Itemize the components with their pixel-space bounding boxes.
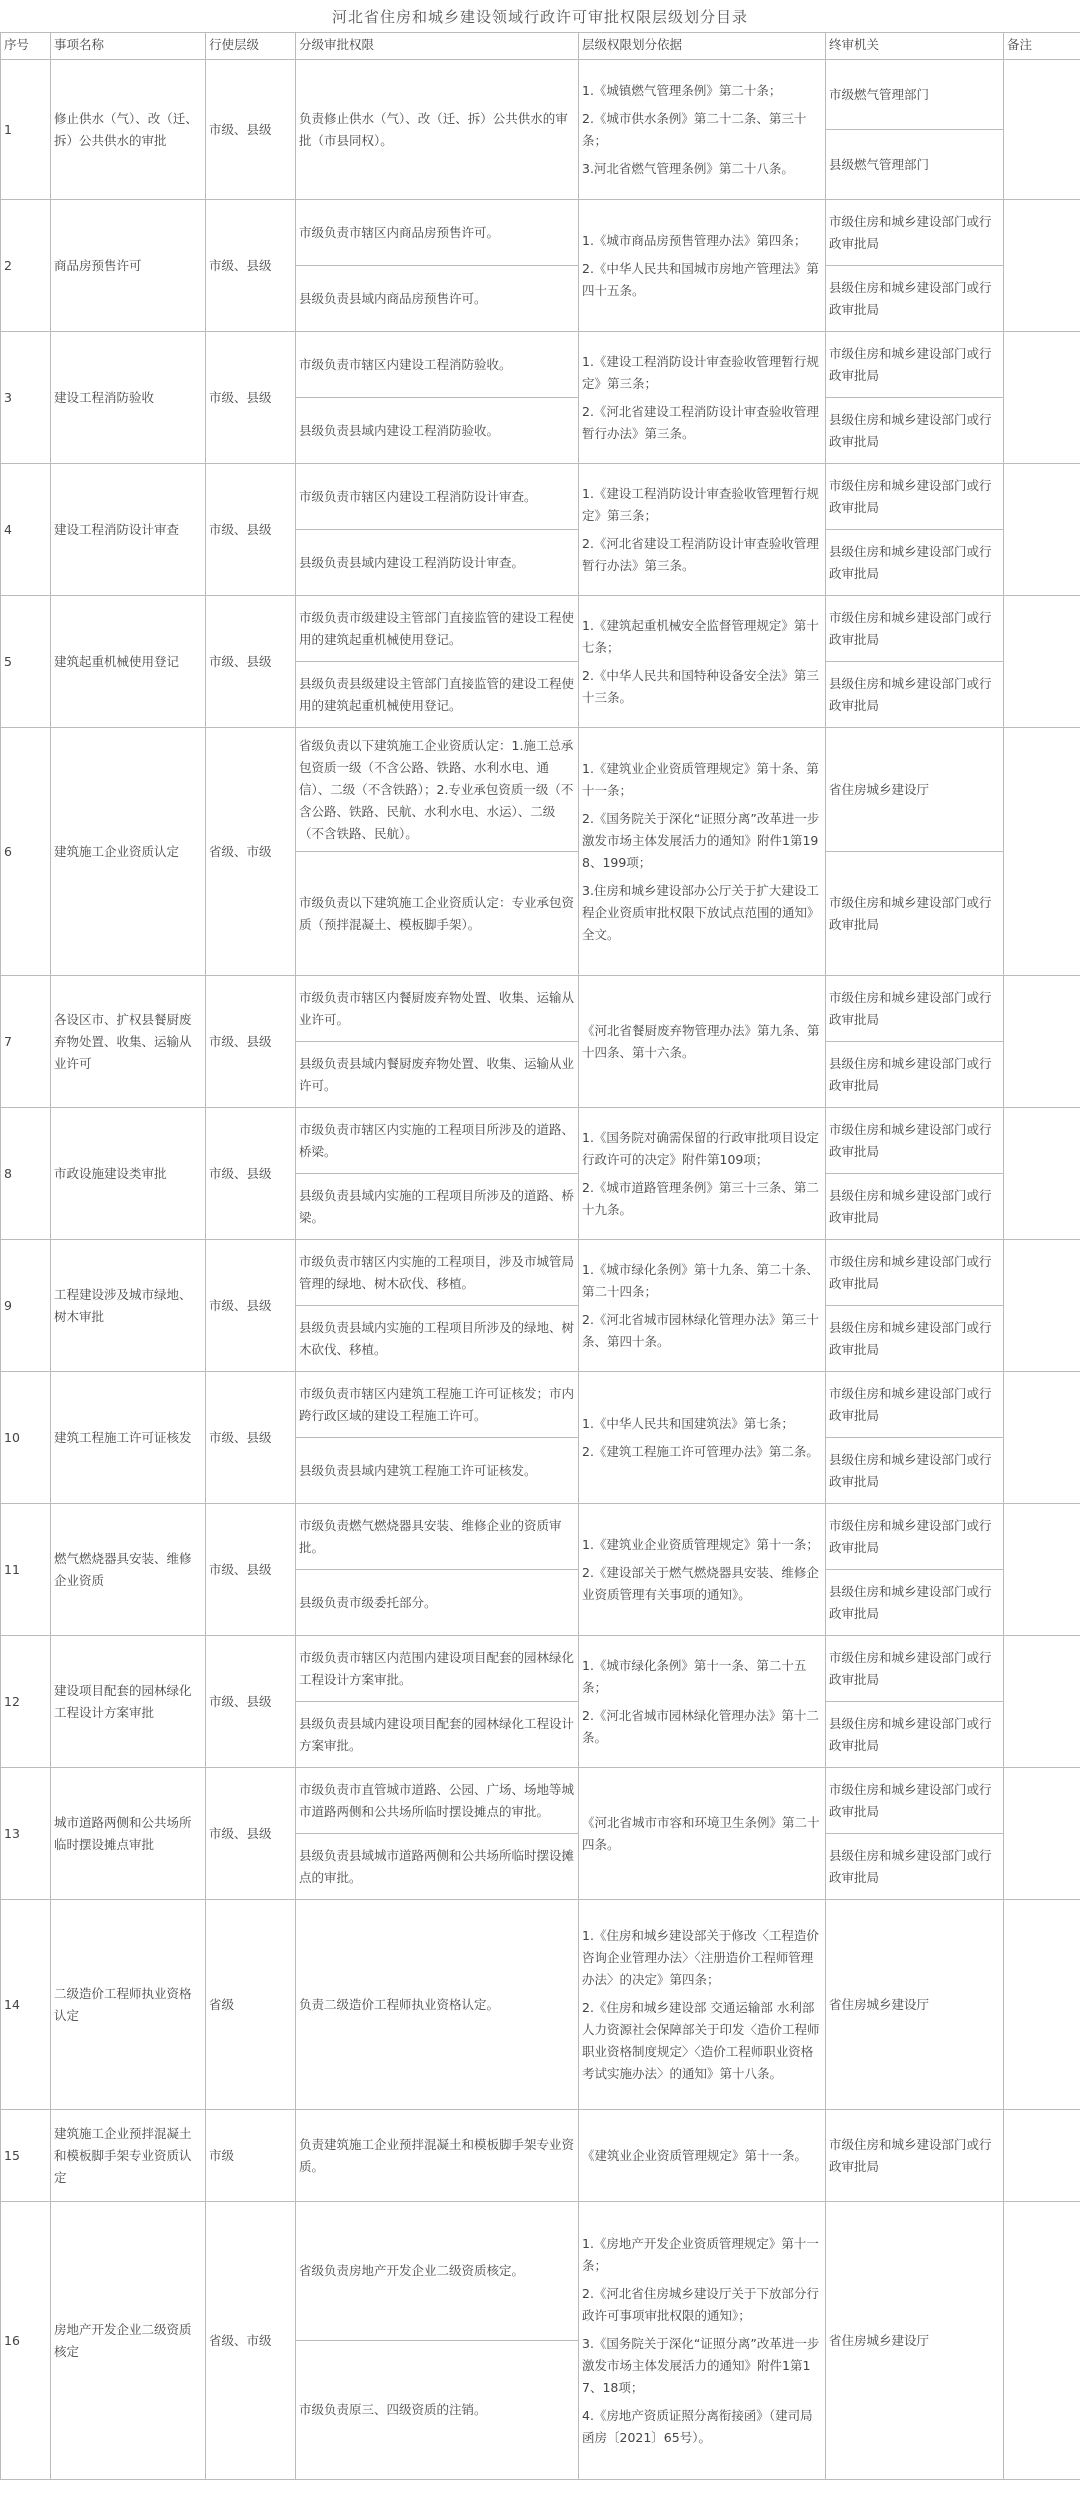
final-organ-cell: 市级住房和城乡建设部门或行政审批局 — [826, 200, 1004, 266]
header-authority: 分级审批权限 — [296, 33, 579, 60]
basis-cell — [579, 1768, 826, 1900]
table-row — [1, 1108, 1080, 1174]
authority-cell: 市级负责市直管城市道路、公园、广场、场地等城市道路两侧和公共场所临时摆设摊点的审批。 — [296, 1768, 579, 1834]
final-organ-cell: 县级住房和城乡建设部门或行政审批局 — [826, 530, 1004, 596]
row-number: 13 — [1, 1768, 51, 1900]
header-basis: 层级权限划分依据 — [579, 33, 826, 60]
authority-cell: 省级负责房地产开发企业二级资质核定。 — [296, 2202, 579, 2341]
authority-cell: 负责建筑施工企业预拌混凝土和模板脚手架专业资质。 — [296, 2110, 579, 2202]
table-row — [1, 1372, 1080, 1438]
final-organ-cell: 县级住房和城乡建设部门或行政审批局 — [826, 1702, 1004, 1768]
final-organ-cell: 县级燃气管理部门 — [826, 130, 1004, 200]
exercise-level: 市级、县级 — [206, 332, 296, 464]
authority-cell: 县级负责县域内建筑工程施工许可证核发。 — [296, 1438, 579, 1504]
remark-cell — [1004, 596, 1080, 728]
basis-item: 1.《建筑业企业资质管理规定》第十条、第十一条； — [582, 760, 819, 798]
table-row — [1, 728, 1080, 852]
remark-cell — [1004, 1240, 1080, 1372]
authority-cell: 市级负责市辖区内实施的工程项目所涉及的道路、桥梁。 — [296, 1108, 579, 1174]
table-row — [1, 2110, 1080, 2202]
row-number: 3 — [1, 332, 51, 464]
basis-item: 3.住房和城乡建设部办公厅关于扩大建设工程企业资质审批权限下放试点范围的通知》全文。 — [582, 882, 820, 942]
basis-item: 1.《建筑起重机械安全监督管理规定》第十七条； — [582, 617, 819, 655]
remark-cell — [1004, 2202, 1080, 2480]
header-final-organ: 终审机关 — [826, 33, 1004, 60]
header-no: 序号 — [1, 33, 51, 60]
authority-cell: 县级负责县域内餐厨废弃物处置、收集、运输从业许可。 — [296, 1042, 579, 1108]
row-number: 15 — [1, 2110, 51, 2202]
table-row — [1, 1900, 1080, 2110]
remark-cell — [1004, 1108, 1080, 1240]
basis-item: 1.《中华人民共和国建筑法》第七条； — [582, 1415, 794, 1431]
final-organ-cell: 县级住房和城乡建设部门或行政审批局 — [826, 266, 1004, 332]
basis-cell — [579, 332, 826, 464]
basis-cell — [579, 976, 826, 1108]
item-name: 各设区市、扩权县餐厨废弃物处置、收集、运输从业许可 — [51, 976, 206, 1108]
item-name: 商品房预售许可 — [51, 200, 206, 332]
authority-cell: 省级负责以下建筑施工企业资质认定：1.施工总承包资质一级（不含公路、铁路、水利水电、通信）、二级（不含铁路）；2.专业承包资质一级（不含公路、铁路、民航、水利水电、水运）、二级（不含铁路、民航）。 — [296, 728, 579, 852]
basis-cell — [579, 1372, 826, 1504]
basis-item: 1.《建筑业企业资质管理规定》第十一条； — [582, 1536, 819, 1552]
basis-item: 2.《城市道路管理条例》第三十三条、第二十九条。 — [582, 1179, 819, 1217]
final-organ-cell: 县级住房和城乡建设部门或行政审批局 — [826, 1438, 1004, 1504]
authority-cell: 市级负责市辖区内建设工程消防设计审查。 — [296, 464, 579, 530]
exercise-level: 市级、县级 — [206, 976, 296, 1108]
basis-item: 2.《住房和城乡建设部 交通运输部 水利部 人力资源社会保障部关于印发〈造价工程师职业资格制度规定〉〈造价工程师职业资格考试实施办法〉的通知》第十八条。 — [582, 1999, 820, 2081]
basis-item: 《河北省餐厨废弃物管理办法》第九条、第十四条、第十六条。 — [582, 1022, 820, 1060]
table-row — [1, 596, 1080, 662]
remark-cell — [1004, 1372, 1080, 1504]
exercise-level: 省级、市级 — [206, 2202, 296, 2480]
exercise-level: 市级、县级 — [206, 200, 296, 332]
remark-cell — [1004, 332, 1080, 464]
final-organ-cell: 市级住房和城乡建设部门或行政审批局 — [826, 1768, 1004, 1834]
item-name: 房地产开发企业二级资质核定 — [51, 2202, 206, 2480]
row-number: 8 — [1, 1108, 51, 1240]
basis-cell — [579, 2110, 826, 2202]
final-organ-cell: 省住房城乡建设厅 — [826, 728, 1004, 852]
row-number: 10 — [1, 1372, 51, 1504]
table-header-row — [1, 33, 1080, 60]
authority-cell: 负责修止供水（气）、改（迁、拆）公共供水的审批（市县同权）。 — [296, 60, 579, 200]
basis-cell — [579, 2202, 826, 2480]
basis-item: 1.《城市绿化条例》第十一条、第二十五条； — [582, 1657, 807, 1695]
page-title: 河北省住房和城乡建设领域行政许可审批权限层级划分目录 — [331, 8, 748, 26]
basis-cell — [579, 464, 826, 596]
final-organ-cell: 省住房城乡建设厅 — [826, 2202, 1004, 2480]
basis-cell — [579, 596, 826, 728]
final-organ-cell: 县级住房和城乡建设部门或行政审批局 — [826, 1570, 1004, 1636]
row-number: 4 — [1, 464, 51, 596]
remark-cell — [1004, 1900, 1080, 2110]
table-row — [1, 60, 1080, 130]
basis-item: 1.《城市绿化条例》第十九条、第二十条、第二十四条； — [582, 1261, 819, 1299]
item-name: 工程建设涉及城市绿地、树木审批 — [51, 1240, 206, 1372]
final-organ-cell: 市级住房和城乡建设部门或行政审批局 — [826, 1240, 1004, 1306]
item-name: 市政设施建设类审批 — [51, 1108, 206, 1240]
table-row — [1, 2202, 1080, 2341]
authority-cell: 市级负责市辖区内商品房预售许可。 — [296, 200, 579, 266]
item-name: 燃气燃烧器具安装、维修企业资质 — [51, 1504, 206, 1636]
final-organ-cell: 市级住房和城乡建设部门或行政审批局 — [826, 852, 1004, 976]
header-item-name: 事项名称 — [51, 33, 206, 60]
exercise-level: 省级、市级 — [206, 728, 296, 976]
basis-item: 3.《国务院关于深化“证照分离”改革进一步激发市场主体发展活力的通知》附件1第17、18项； — [582, 2335, 820, 2395]
final-organ-cell: 市级住房和城乡建设部门或行政审批局 — [826, 1504, 1004, 1570]
final-organ-cell: 县级住房和城乡建设部门或行政审批局 — [826, 1834, 1004, 1900]
item-name: 建设工程消防设计审查 — [51, 464, 206, 596]
basis-item: 1.《建设工程消防设计审查验收管理暂行规定》第三条； — [582, 485, 819, 523]
exercise-level: 市级、县级 — [206, 60, 296, 200]
basis-item: 1.《房地产开发企业资质管理规定》第十一条； — [582, 2235, 819, 2273]
authority-cell: 市级负责市辖区内建设工程消防验收。 — [296, 332, 579, 398]
approval-table — [0, 32, 1080, 2480]
exercise-level: 市级、县级 — [206, 596, 296, 728]
basis-item: 4.《房地产资质证照分离衔接函》（建司局函房〔2021〕65号）。 — [582, 2407, 813, 2445]
remark-cell — [1004, 728, 1080, 976]
basis-item: 1.《住房和城乡建设部关于修改〈工程造价咨询企业管理办法〉〈注册造价工程师管理办法〉的决定》第四条； — [582, 1927, 819, 1987]
final-organ-cell: 市级住房和城乡建设部门或行政审批局 — [826, 596, 1004, 662]
authority-cell: 县级负责县域内建设项目配套的园林绿化工程设计方案审批。 — [296, 1702, 579, 1768]
basis-cell — [579, 60, 826, 200]
table-row — [1, 332, 1080, 398]
basis-item: 2.《建设部关于燃气燃烧器具安装、维修企业资质管理有关事项的通知》。 — [582, 1564, 819, 1602]
exercise-level: 市级、县级 — [206, 1108, 296, 1240]
row-number: 7 — [1, 976, 51, 1108]
remark-cell — [1004, 1768, 1080, 1900]
item-name: 城市道路两侧和公共场所临时摆设摊点审批 — [51, 1768, 206, 1900]
row-number: 2 — [1, 200, 51, 332]
basis-item: 《建筑业企业资质管理规定》第十一条。 — [582, 2147, 808, 2163]
final-organ-cell: 市级住房和城乡建设部门或行政审批局 — [826, 1372, 1004, 1438]
remark-cell — [1004, 1504, 1080, 1636]
basis-item: 《河北省城市市容和环境卫生条例》第二十四条。 — [582, 1814, 820, 1852]
table-row — [1, 1240, 1080, 1306]
final-organ-cell: 市级燃气管理部门 — [826, 60, 1004, 130]
exercise-level: 市级、县级 — [206, 1768, 296, 1900]
exercise-level: 市级、县级 — [206, 1372, 296, 1504]
header-level: 行使层级 — [206, 33, 296, 60]
item-name: 建筑施工企业资质认定 — [51, 728, 206, 976]
basis-item: 2.《河北省建设工程消防设计审查验收管理暂行办法》第三条。 — [582, 535, 819, 573]
authority-cell: 市级负责燃气燃烧器具安装、维修企业的资质审批。 — [296, 1504, 579, 1570]
final-organ-cell: 市级住房和城乡建设部门或行政审批局 — [826, 976, 1004, 1042]
basis-item: 2.《河北省城市园林绿化管理办法》第十二条。 — [582, 1707, 819, 1745]
basis-cell — [579, 1636, 826, 1768]
basis-item: 2.《中华人民共和国特种设备安全法》第三十三条。 — [582, 667, 819, 705]
item-name: 建设项目配套的园林绿化工程设计方案审批 — [51, 1636, 206, 1768]
item-name: 建筑工程施工许可证核发 — [51, 1372, 206, 1504]
authority-cell: 县级负责县域城市道路两侧和公共场所临时摆设摊点的审批。 — [296, 1834, 579, 1900]
basis-item: 2.《国务院关于深化“证照分离”改革进一步激发市场主体发展活力的通知》附件1第198、199项； — [582, 810, 820, 870]
basis-item: 3.河北省燃气管理条例》第二十八条。 — [582, 160, 794, 176]
authority-cell: 县级负责县级建设主管部门直接监管的建设工程使用的建筑起重机械使用登记。 — [296, 662, 579, 728]
basis-item: 2.《中华人民共和国城市房地产管理法》第四十五条。 — [582, 260, 819, 298]
row-number: 9 — [1, 1240, 51, 1372]
exercise-level: 市级 — [206, 2110, 296, 2202]
final-organ-cell: 市级住房和城乡建设部门或行政审批局 — [826, 2110, 1004, 2202]
basis-item: 2.《河北省住房城乡建设厅关于下放部分行政许可事项审批权限的通知》； — [582, 2285, 819, 2323]
item-name: 建筑施工企业预拌混凝土和模板脚手架专业资质认定 — [51, 2110, 206, 2202]
basis-item: 2.《建筑工程施工许可管理办法》第二条。 — [582, 1443, 819, 1459]
authority-cell: 市级负责以下建筑施工企业资质认定：专业承包资质（预拌混凝土、模板脚手架）。 — [296, 852, 579, 976]
authority-cell: 市级负责市辖区内范围内建设项目配套的园林绿化工程设计方案审批。 — [296, 1636, 579, 1702]
item-name: 二级造价工程师执业资格认定 — [51, 1900, 206, 2110]
authority-cell: 县级负责市级委托部分。 — [296, 1570, 579, 1636]
header-remark: 备注 — [1004, 33, 1080, 60]
exercise-level: 市级、县级 — [206, 1636, 296, 1768]
final-organ-cell: 市级住房和城乡建设部门或行政审批局 — [826, 464, 1004, 530]
final-organ-cell: 县级住房和城乡建设部门或行政审批局 — [826, 1042, 1004, 1108]
basis-item: 1.《建设工程消防设计审查验收管理暂行规定》第三条； — [582, 353, 819, 391]
table-body — [1, 60, 1080, 2480]
table-row — [1, 1504, 1080, 1570]
basis-cell — [579, 1504, 826, 1636]
item-name: 修止供水（气）、改（迁、拆）公共供水的审批 — [51, 60, 206, 200]
basis-item: 1.《城镇燃气管理条例》第二十条； — [582, 82, 782, 98]
authority-cell: 负责二级造价工程师执业资格认定。 — [296, 1900, 579, 2110]
authority-cell: 县级负责县域内建设工程消防验收。 — [296, 398, 579, 464]
basis-cell — [579, 1900, 826, 2110]
basis-cell — [579, 728, 826, 976]
authority-cell: 县级负责县域内实施的工程项目所涉及的绿地、树木砍伐、移植。 — [296, 1306, 579, 1372]
exercise-level: 省级 — [206, 1900, 296, 2110]
authority-cell: 县级负责县域内建设工程消防设计审查。 — [296, 530, 579, 596]
row-number: 14 — [1, 1900, 51, 2110]
remark-cell — [1004, 976, 1080, 1108]
row-number: 1 — [1, 60, 51, 200]
row-number: 6 — [1, 728, 51, 976]
authority-cell: 市级负责原三、四级资质的注销。 — [296, 2341, 579, 2480]
table-row — [1, 464, 1080, 530]
table-row — [1, 976, 1080, 1042]
final-organ-cell: 县级住房和城乡建设部门或行政审批局 — [826, 1306, 1004, 1372]
remark-cell — [1004, 2110, 1080, 2202]
final-organ-cell: 省住房城乡建设厅 — [826, 1900, 1004, 2110]
remark-cell — [1004, 1636, 1080, 1768]
exercise-level: 市级、县级 — [206, 464, 296, 596]
remark-cell — [1004, 60, 1080, 200]
row-number: 12 — [1, 1636, 51, 1768]
authority-cell: 市级负责市辖区内实施的工程项目，涉及市城管局管理的绿地、树木砍伐、移植。 — [296, 1240, 579, 1306]
row-number: 16 — [1, 2202, 51, 2480]
item-name: 建设工程消防验收 — [51, 332, 206, 464]
authority-cell: 市级负责市辖区内餐厨废弃物处置、收集、运输从业许可。 — [296, 976, 579, 1042]
authority-cell: 县级负责县域内商品房预售许可。 — [296, 266, 579, 332]
basis-cell — [579, 1108, 826, 1240]
final-organ-cell: 市级住房和城乡建设部门或行政审批局 — [826, 1108, 1004, 1174]
final-organ-cell: 县级住房和城乡建设部门或行政审批局 — [826, 398, 1004, 464]
row-number: 5 — [1, 596, 51, 728]
table-row — [1, 1768, 1080, 1834]
authority-cell: 市级负责市辖区内建筑工程施工许可证核发；市内跨行政区域的建设工程施工许可。 — [296, 1372, 579, 1438]
remark-cell — [1004, 464, 1080, 596]
basis-item: 1.《城市商品房预售管理办法》第四条； — [582, 232, 807, 248]
basis-item: 2.《城市供水条例》第二十二条、第三十条； — [582, 110, 807, 148]
exercise-level: 市级、县级 — [206, 1504, 296, 1636]
authority-cell: 市级负责市级建设主管部门直接监管的建设工程使用的建筑起重机械使用登记。 — [296, 596, 579, 662]
final-organ-cell: 市级住房和城乡建设部门或行政审批局 — [826, 332, 1004, 398]
final-organ-cell: 市级住房和城乡建设部门或行政审批局 — [826, 1636, 1004, 1702]
basis-item: 2.《河北省城市园林绿化管理办法》第三十条、第四十条。 — [582, 1311, 819, 1349]
final-organ-cell: 县级住房和城乡建设部门或行政审批局 — [826, 662, 1004, 728]
final-organ-cell: 县级住房和城乡建设部门或行政审批局 — [826, 1174, 1004, 1240]
item-name: 建筑起重机械使用登记 — [51, 596, 206, 728]
basis-item: 1.《国务院对确需保留的行政审批项目设定行政许可的决定》附件第109项； — [582, 1129, 819, 1167]
authority-cell: 县级负责县域内实施的工程项目所涉及的道路、桥梁。 — [296, 1174, 579, 1240]
remark-cell — [1004, 200, 1080, 332]
table-row — [1, 1636, 1080, 1702]
basis-item: 2.《河北省建设工程消防设计审查验收管理暂行办法》第三条。 — [582, 403, 819, 441]
basis-cell — [579, 200, 826, 332]
basis-cell — [579, 1240, 826, 1372]
table-row — [1, 200, 1080, 266]
exercise-level: 市级、县级 — [206, 1240, 296, 1372]
row-number: 11 — [1, 1504, 51, 1636]
